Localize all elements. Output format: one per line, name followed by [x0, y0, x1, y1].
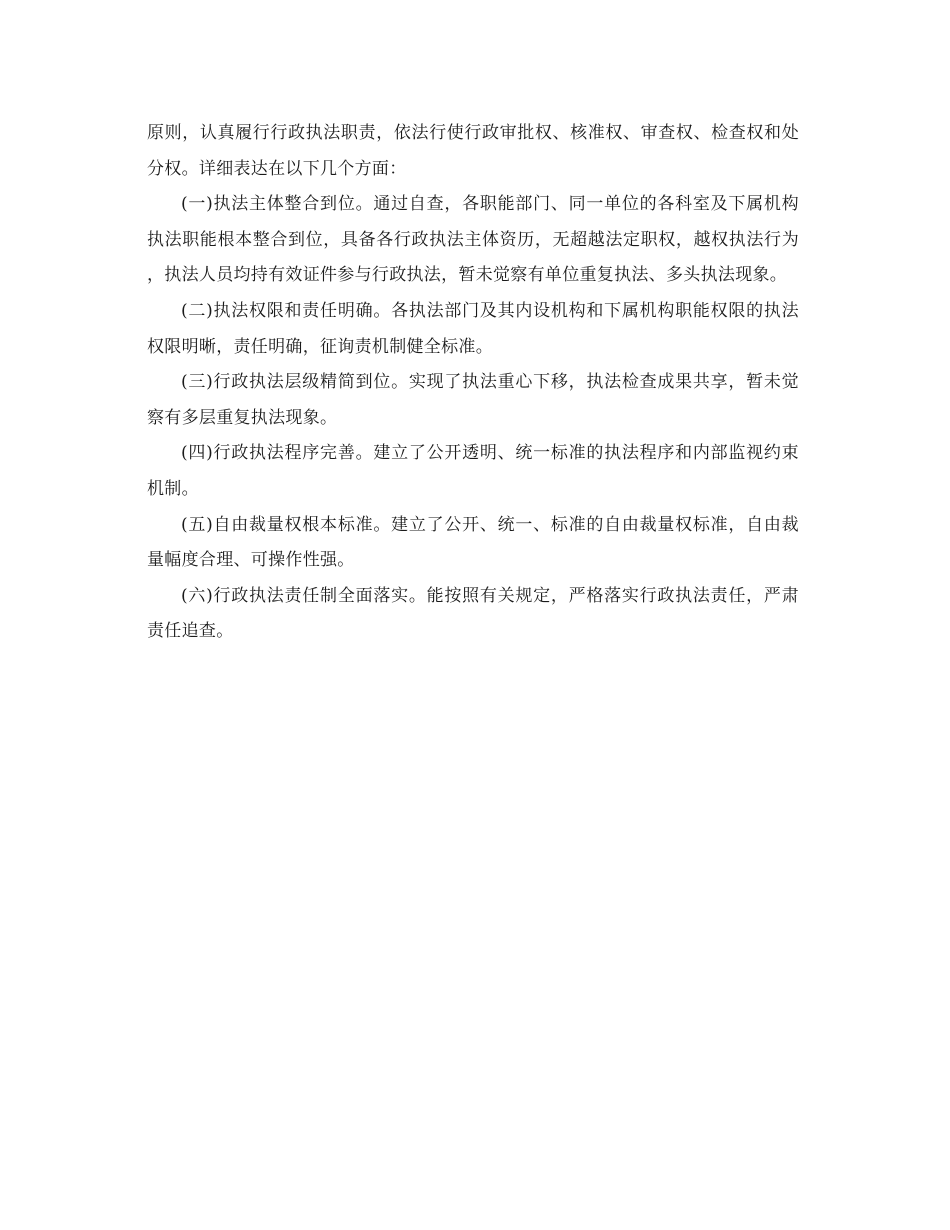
- paragraph-intro-continuation: 原则，认真履行行政执法职责，依法行使行政审批权、核准权、审查权、检查权和处分权。详细表达在以下几个方面：: [147, 123, 799, 179]
- paragraph-item-2: (二)执法权限和责任明确。各执法部门及其内设机构和下属机构职能权限的执法权限明晰，责任明确，征询责机制健全标准。: [147, 300, 799, 357]
- paragraph-item-5: (五)自由裁量权根本标准。建立了公开、统一、标准的自由裁量权标准，自由裁量幅度合理、可操作性强。: [147, 514, 799, 571]
- document-body: [147, 116, 799, 650]
- paragraph-item-4: (四)行政执法程序完善。建立了公开透明、统一标准的执法程序和内部监视约束机制。: [147, 443, 799, 499]
- paragraph-item-6: (六)行政执法责任制全面落实。能按照有关规定，严格落实行政执法责任，严肃责任追查。: [147, 585, 799, 642]
- paragraph-item-1: (一)执法主体整合到位。通过自查，各职能部门、同一单位的各科室及下属机构执法职能根本整合到位，具备各行政执法主体资历，无超越法定职权，越权执法行为，执法人员均持有效证件参与行政执法，暂未觉察有单位重复执法、多头执法现象。: [147, 194, 799, 286]
- paragraph-item-3: (三)行政执法层级精简到位。实现了执法重心下移，执法检查成果共享，暂未觉察有多层重复执法现象。: [147, 372, 799, 428]
